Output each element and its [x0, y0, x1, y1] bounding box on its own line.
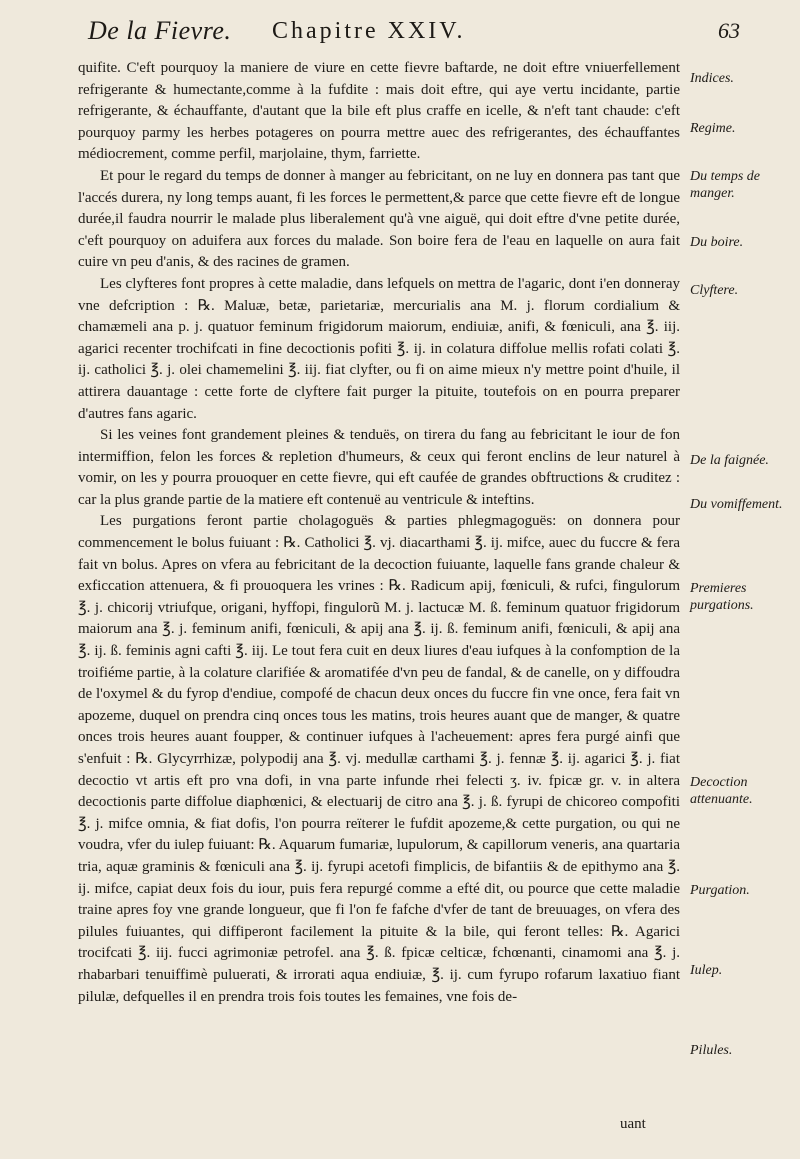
margin-note: Purgation.	[690, 883, 750, 898]
margin-note: Du boire.	[690, 235, 744, 250]
page-header	[70, 8, 760, 44]
margin-note: Du temps de manger.	[690, 169, 760, 201]
margin-notes	[690, 0, 790, 1159]
margin-note: Indices.	[690, 71, 734, 86]
catchword: uant	[620, 1116, 646, 1132]
margin-note: De la faignée.	[690, 453, 769, 468]
paragraph: Si les veines font grandement pleines & tenduës, on tirera du fang au febricitant le iour de fon intermiffion, felon les forces & repletion d'humeurs, & ceux qui feront enclins de leur naturel à vomir, on les y pourra prouoquer en cette fievre, qui eft caufée de grandes obftructions & cruditez : car la plus grande partie de la matiere eft contenuë au ventricule & inteftins.	[78, 427, 680, 508]
paragraph: Les clyfteres font propres à cette maladie, dans lefquels on mettra de l'agaric, dont i'en donneray vne defcription : ℞. Maluæ, betæ, parietariæ, mercurialis ana M. j. florum cordialium & chamæmeli ana p. j. quatuor feminum frigidorum maiorum, endiuiæ, anifi, & fœniculi, ana ℥. iij. agarici recenter trochifcati in fine decoctionis pofiti ℥. ij. in colatura diffolue mellis rofati colati ℥. ij. catholici ℥. j. olei chamemelini ℥. iij. fiat clyfter, ou fi on aime mieux n'y mettre point d'huile, il attirera dauantage : cette forte de clyftere fait purger la pituite, toutefois on en pourra preparer d'autres fans agaric.	[78, 275, 680, 422]
chapter-title: Chapitre XXIV.	[272, 18, 466, 44]
margin-note: Iulep.	[690, 963, 723, 978]
body-text	[78, 58, 680, 1008]
margin-note: Pilules.	[690, 1043, 733, 1058]
margin-note: Regime.	[690, 121, 736, 136]
page-number: 63	[718, 18, 740, 43]
margin-note: Du vomiffement.	[690, 497, 783, 512]
paragraph: quifite. C'eft pourquoy la maniere de viure en cette fievre baftarde, ne doit eftre vniuerfellement refrigerante & humectante,comme à la fufdite : mais doit eftre, qui aye vertu incidante, partie refrigerante, & échauffante, d'autant que la bile eft plus craffe en icelle, & n'eft tant chaude: c'eft pourquoy parmy les herbes potageres on pourra mettre auec des refrigerantes, des échauffantes médiocrement, comme perfil, marjolaine, thym, farriette.	[78, 60, 680, 163]
paragraph: Et pour le regard du temps de donner à manger au febricitant, on ne luy en donnera pas tant que l'accés durera, ny long temps auant, fi les forces le permettent,& parce que cette fievre eft de longue durée,il faudra nourrir le malade plus liberalement qu'à vne aiguë, qui doit eftre d'vne petite durée, c'eft pourquoy on aduifera aux forces du malade. Son boire fera de l'eau en laquelle on aura fait cuire vn peu d'anis, & des racines de gramen.	[78, 167, 680, 271]
paragraph: Les purgations feront partie cholagoguës & parties phlegmagoguës: on donnera pour commencement le bolus fuiuant : ℞. Catholici ℥. vj. diacarthami ℥. ij. mifce, auec du fuccre & fera fait vn bolus. Apres on vfera au febricitant de la decoction fuiuante, laquelle fans grande chaleur & exficcation attenuera, & fi prouoquera les vrines : ℞. Radicum apij, fœniculi, & rufci, fingulorum ℥. j. chicorij vtriufque, origani, hyffopi, fingulorũ M. j. lactucæ M. ß. feminum quatuor frigidorum maiorum ana ℥. j. feminum anifi, fœniculi, & apij ana ℥. ij. ß. feminum anifi, fœniculi, & apij ana ℥. ij. ß. feminis agni cafti ℥. iij. Le tout fera cuit en deux liures d'eau iufques à la confomption de la troifiéme partie, à la colature clarifiée & aromatifée d'vn peu de fandal, & de canelle, on y diffoudra de l'oxymel & du fyrop d'endiue, compofé de chacun deux onces du fuccre fin vne once, fera fait vn apozeme, duquel on prendra cinq onces tous les matins, trois heures auant que de manger, & quatre onces trois heures auant foupper, & continuer iufques à l'acheuement: apres fera purgé ainfi que s'enfuit : ℞. Glycyrrhizæ, polypodij ana ℥. vj. medullæ carthami ℥. j. fennæ ℥. ij. agarici ℥. j. fiat decoctio vt artis eft pro vna dofi, in vna parte infunde rhei felecti ʒ. iv. fpicæ gr. v. in altera decoctionis parte diffolue diaphœnici, & electuarij de citro ana ℥. j. ß. fyrupi de chicoreo compofiti ℥. j. mifce omnia, & fiat dofis, l'on pourra reïterer le fufdit apozeme,& cette purgation, ou qui ne voudra, vfer du iulep fuiuant: ℞. Aquarum fumariæ, lupulorum, & capillorum veneris, ana quartaria tria, aquæ graminis & fœniculi ana ℥. ij. fyrupi acetofi fimplicis, de bifantiis & de epithymo ana ℥. ij. mifce, capiat deux fois du iour, puis fera repurgé comme a efté dit, ou pource que cette maladie traine apres foy vne grande longueur, que fi l'on fe fafche d'vfer de tant de breuuages, on vfera des pilules fuiuantes, qui diffiperont facilement la pituite & la bile, qui feront telles: ℞. Agarici trocifcati ℥. iij. fucci agrimoniæ petrofel. ana ℥. ß. fpicæ celticæ, fchœnanti, cinamomi ana ℥. j. rhabarbari tenuiffimè puluerati, & irrorati aqua endiuiæ, ℥. ij. cum fyrupo rofarum laxatiuo fiant pilulæ, defquelles il en prendra trois fois toutes les femaines, vne fois de-	[78, 513, 680, 1005]
running-title: De la Fievre.	[88, 16, 232, 45]
margin-note: Premieres purgations.	[690, 581, 754, 613]
margin-note: Decoction attenuante.	[690, 775, 753, 807]
margin-note: Clyftere.	[690, 283, 739, 298]
